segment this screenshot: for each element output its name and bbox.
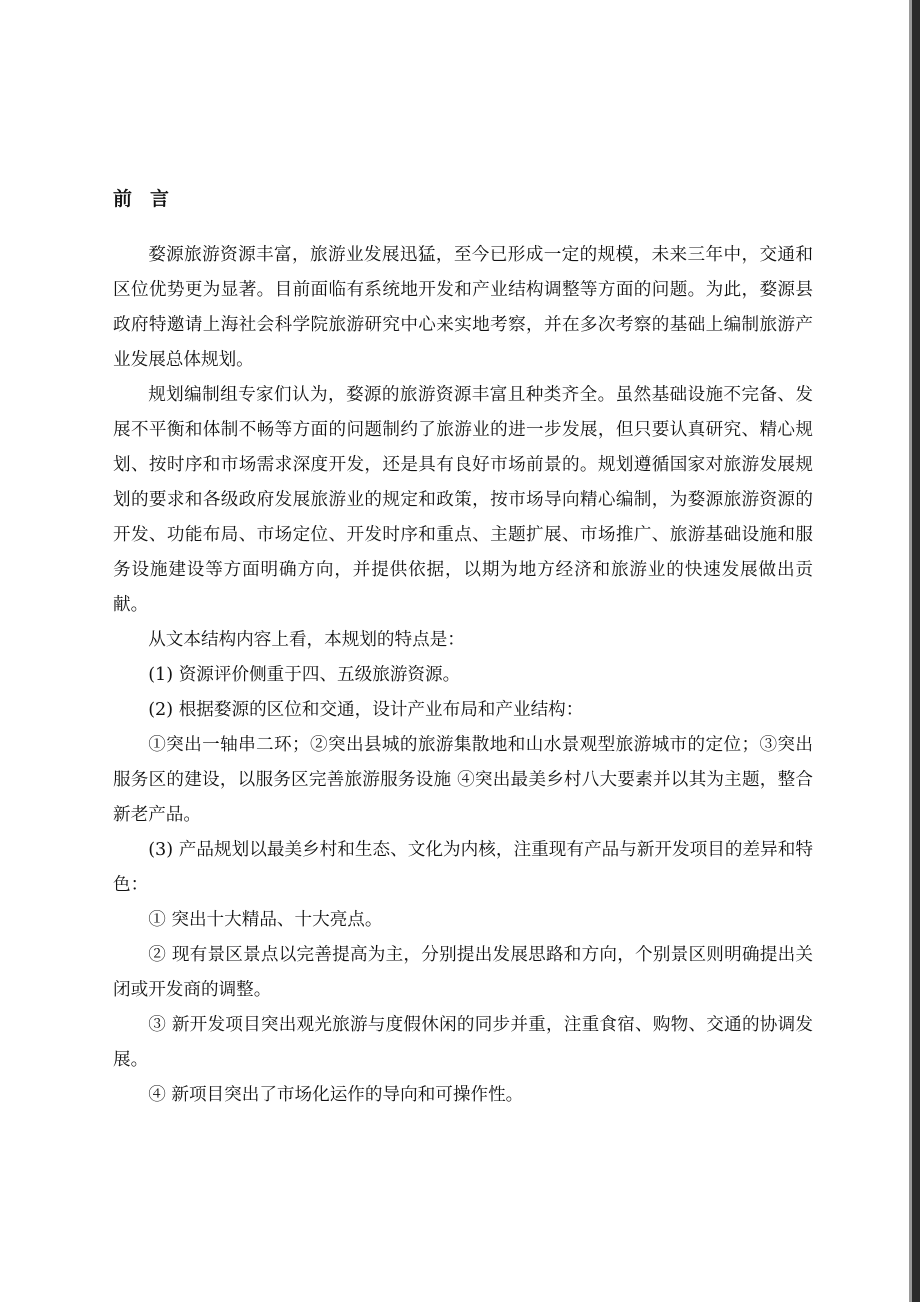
list-item-3: (3) 产品规划以最美乡村和生态、文化为内核，注重现有产品与新开发项目的差异和特色： [113, 840, 813, 895]
sub-item-2: ② 现有景区景点以完善提高为主，分别提出发展思路和方向，个别景区则明确提出关闭或开发商的调整。 [113, 945, 813, 1000]
paragraph-intro: 婺源旅游资源丰富，旅游业发展迅猛，至今已形成一定的规模，未来三年中，交通和区位优势更为显著。目前面临有系统地开发和产业结构调整等方面的问题。为此，婺源县政府特邀请上海社会科学院旅游研究中心来实地考察，并在多次考察的基础上编制旅游产业发展总体规划。 [113, 245, 813, 370]
sub-item-3: ③ 新开发项目突出观光旅游与度假休闲的同步并重，注重食宿、购物、交通的协调发展。 [113, 1015, 813, 1070]
document-body [113, 180, 813, 1113]
list-item-2: (2) 根据婺源的区位和交通，设计产业布局和产业结构： [148, 700, 584, 720]
paragraph-structure: 从文本结构内容上看，本规划的特点是： [148, 630, 465, 650]
sub-item-1: ① 突出十大精品、十大亮点。 [148, 910, 383, 930]
paragraph-experts: 规划编制组专家们认为，婺源的旅游资源丰富且种类齐全。虽然基础设施不完备、发展不平衡和体制不畅等方面的问题制约了旅游业的进一步发展，但只要认真研究、精心规划、按时序和市场需求深度开发，还是具有良好市场前景的。规划遵循国家对旅游发展规划的要求和各级政府发展旅游业的规定和政策，按市场导向精心编制，为婺源旅游资源的开发、功能布局、市场定位、开发时序和重点、主题扩展、市场推广、旅游基础设施和服务设施建设等方面明确方向，并提供依据，以期为地方经济和旅游业的快速发展做出贡献。 [113, 385, 813, 615]
list-item-1: (1) 资源评价侧重于四、五级旅游资源。 [148, 665, 461, 685]
list-item-2-detail: ①突出一轴串二环；②突出县城的旅游集散地和山水景观型旅游城市的定位；③突出服务区的建设，以服务区完善旅游服务设施 ④突出最美乡村八大要素并以其为主题，整合新老产品。 [113, 735, 813, 825]
page-title: 前言 [113, 188, 188, 210]
sub-item-4: ④ 新项目突出了市场化运作的导向和可操作性。 [148, 1085, 524, 1105]
page-edge [912, 0, 920, 1302]
